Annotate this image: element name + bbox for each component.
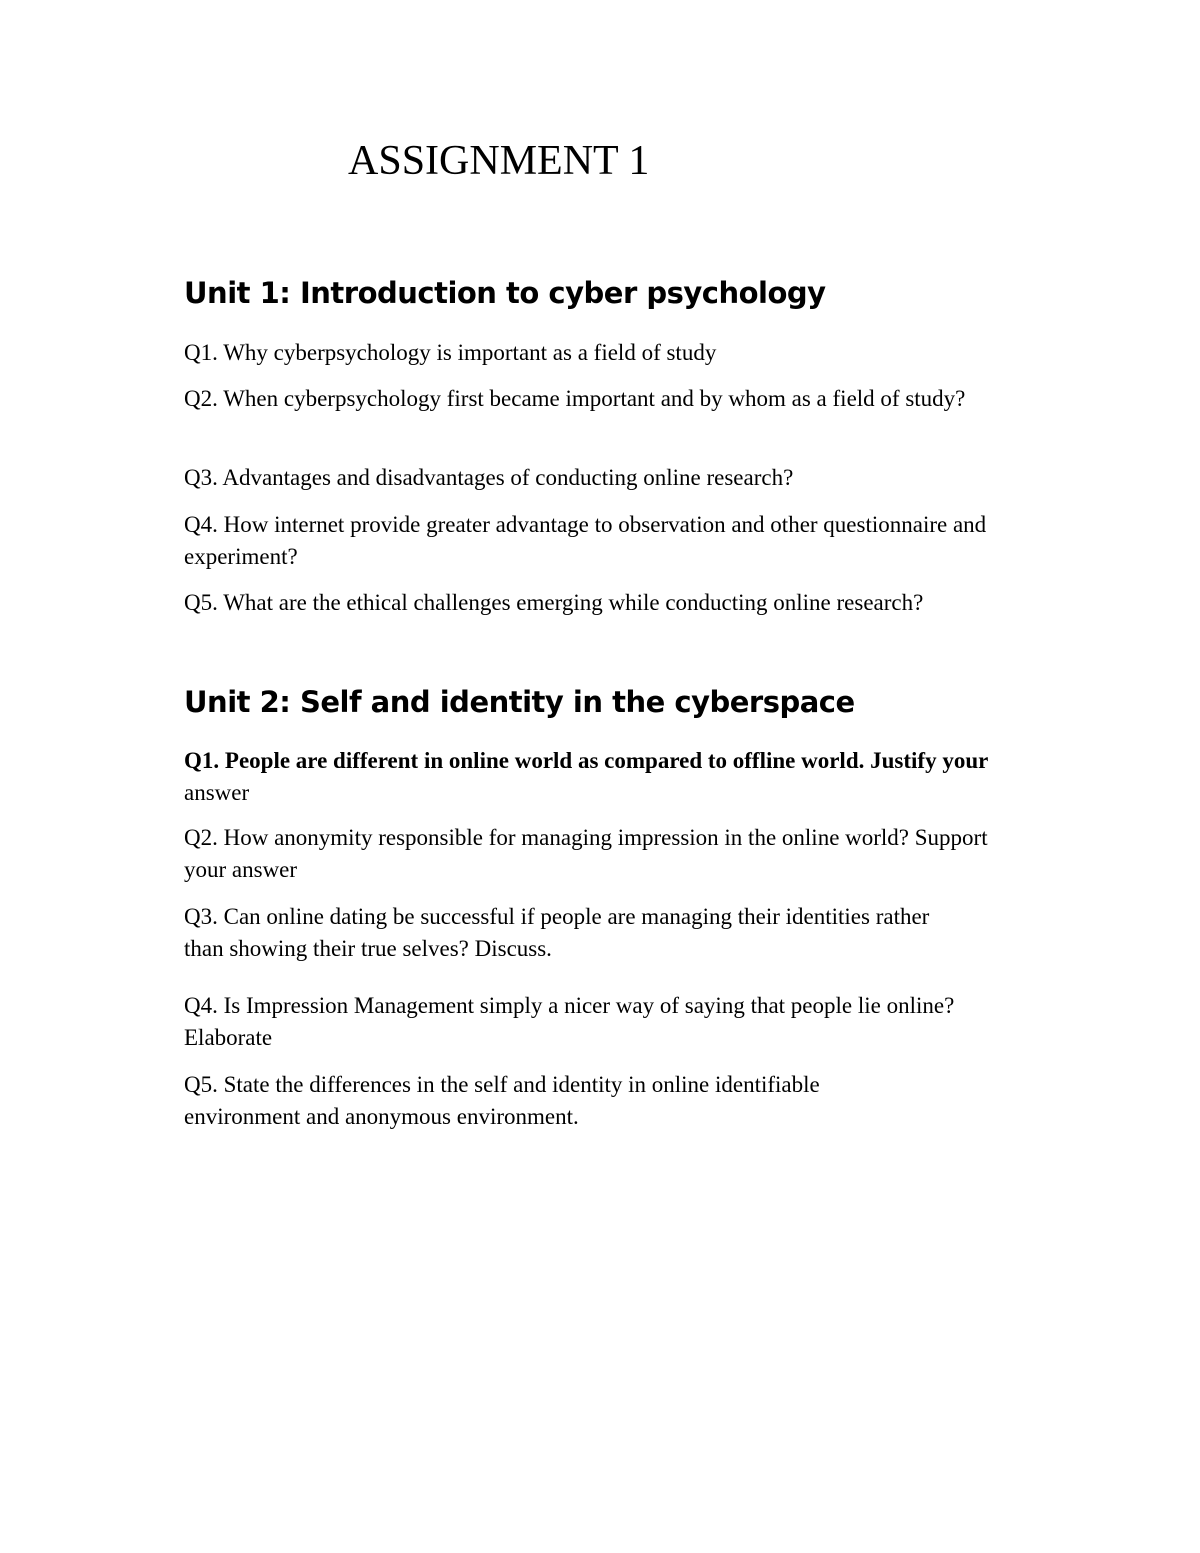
unit-1-question-2: Q2. When cyberpsychology first became important and by whom as a field of study? [184, 386, 966, 411]
unit-2-question-3: Q3. Can online dating be successful if people are managing their identities rather than showing their true selves? Discuss. [184, 904, 930, 961]
unit-2-question-1-tail: answer [184, 780, 250, 805]
unit-1-question-5: Q5. What are the ethical challenges emerging while conducting online research? [184, 590, 924, 615]
unit-1-question-3: Q3. Advantages and disadvantages of conducting online research? [184, 465, 794, 490]
unit-2-question-2: Q2. How anonymity responsible for managing impression in the online world? Support your answer [184, 825, 988, 882]
unit-2-question-5: Q5. State the differences in the self and identity in online identifiable environment and anonymous environment. [184, 1072, 820, 1129]
unit-2-question-4: Q4. Is Impression Management simply a nicer way of saying that people lie online? Elaborate [184, 993, 955, 1050]
document-title: ASSIGNMENT 1 [348, 138, 650, 184]
unit-2-heading: Unit 2: Self and identity in the cyberspace [184, 685, 855, 719]
unit-2-question-1 [184, 745, 1034, 809]
unit-1-heading: Unit 1: Introduction to cyber psychology [184, 276, 826, 310]
unit-1-question-1: Q1. Why cyberpsychology is important as a field of study [184, 340, 717, 365]
unit-2-question-1-bold: Q1. People are different in online world as compared to offline world. Justify your [184, 748, 989, 773]
unit-1-question-4: Q4. How internet provide greater advantage to observation and other questionnaire and experiment? [184, 512, 987, 569]
